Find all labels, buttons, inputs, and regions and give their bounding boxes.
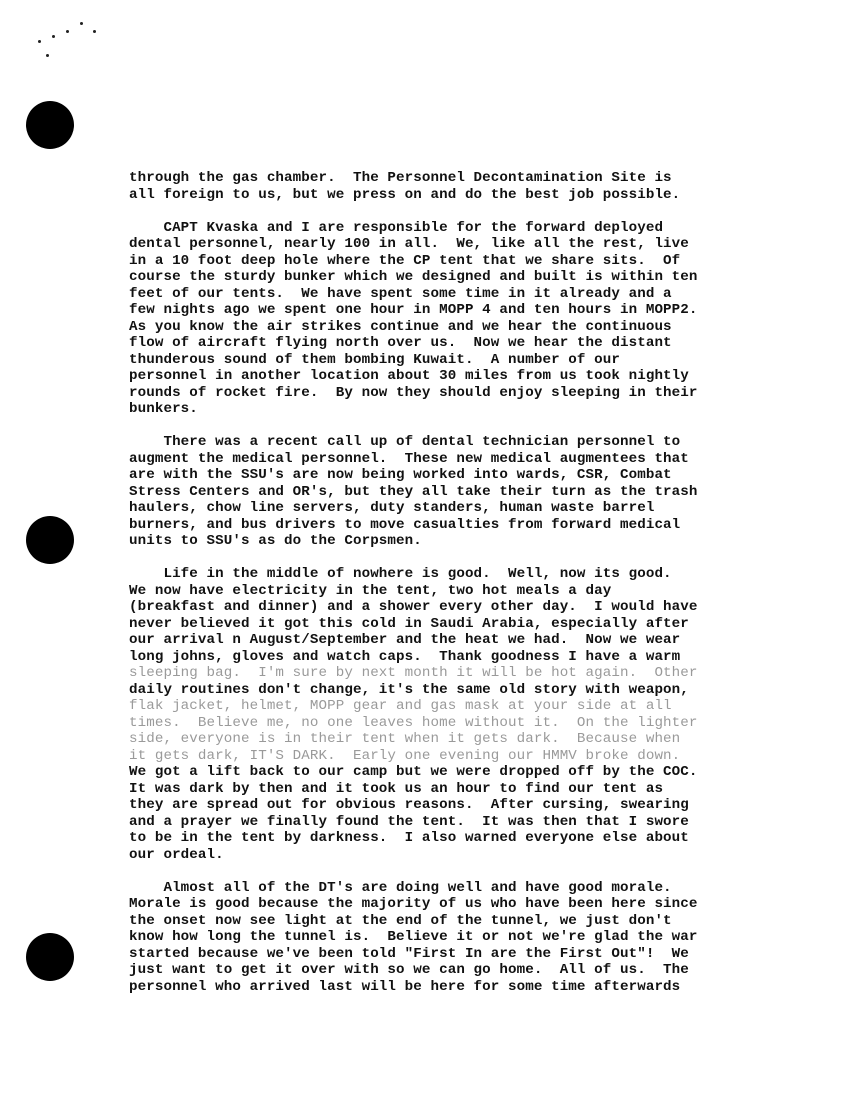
text-line: daily routines don't change, it's the same old story with weapon, bbox=[129, 681, 689, 698]
text-line: Stress Centers and OR's, but they all take their turn as the trash bbox=[129, 483, 698, 500]
text-line: personnel in another location about 30 miles from us took nightly bbox=[129, 368, 689, 384]
text-line: to be in the tent by darkness. I also warned everyone else about bbox=[129, 830, 689, 846]
text-line: and a prayer we finally found the tent. It was then that I swore bbox=[129, 813, 689, 830]
paragraph-1 bbox=[129, 170, 809, 203]
text-line: thunderous sound of them bombing Kuwait. A number of our bbox=[129, 351, 620, 368]
text-line: know how long the tunnel is. Believe it or not we're glad the war bbox=[129, 929, 698, 945]
text-line: our ordeal. bbox=[129, 846, 224, 863]
text-line: We got a lift back to our camp but we were dropped off by the COC. bbox=[129, 764, 698, 780]
binder-hole-top bbox=[26, 101, 74, 149]
scan-speck bbox=[52, 35, 55, 38]
faded-text-line: side, everyone is in their tent when it gets dark. Because when bbox=[129, 731, 681, 747]
binder-hole-middle bbox=[26, 516, 74, 564]
text-line: Life in the middle of nowhere is good. Well, now its good. bbox=[129, 566, 672, 582]
text-line: personnel who arrived last will be here for some time afterwards bbox=[129, 978, 681, 995]
scan-speck bbox=[93, 30, 96, 33]
text-line: started because we've been told "First In are the First Out"! We bbox=[129, 945, 689, 962]
text-line: (breakfast and dinner) and a shower every other day. I would have bbox=[129, 599, 698, 615]
text-line: rounds of rocket fire. By now they should enjoy sleeping in their bbox=[129, 384, 698, 401]
text-line: dental personnel, nearly 100 in all. We, like all the rest, live bbox=[129, 236, 689, 252]
text-line: long johns, gloves and watch caps. Thank goodness I have a warm bbox=[129, 648, 681, 665]
text-line: feet of our tents. We have spent some time in it already and a bbox=[129, 285, 672, 302]
text-line: they are spread out for obvious reasons. After cursing, swearing bbox=[129, 797, 689, 813]
text-line: through the gas chamber. The Personnel Decontamination Site is bbox=[129, 170, 672, 186]
text-line: As you know the air strikes continue and we hear the continuous bbox=[129, 318, 672, 335]
text-line: are with the SSU's are now being worked into wards, CSR, Combat bbox=[129, 467, 672, 483]
scan-speck bbox=[46, 54, 49, 57]
paragraph-3 bbox=[129, 434, 809, 550]
text-line: There was a recent call up of dental technician personnel to bbox=[129, 434, 681, 450]
paragraph-4 bbox=[129, 566, 809, 863]
text-line: flow of aircraft flying north over us. Now we hear the distant bbox=[129, 335, 672, 351]
faded-text-line: flak jacket, helmet, MOPP gear and gas mask at your side at all bbox=[129, 698, 672, 714]
scan-speck bbox=[38, 40, 41, 43]
text-line: Morale is good because the majority of us who have been here since bbox=[129, 896, 698, 912]
text-line: bunkers. bbox=[129, 401, 198, 417]
paragraph-2 bbox=[129, 220, 809, 418]
text-line: our arrival n August/September and the heat we had. Now we wear bbox=[129, 632, 681, 648]
scan-speck bbox=[80, 22, 83, 25]
text-line: never believed it got this cold in Saudi Arabia, especially after bbox=[129, 615, 689, 632]
text-line: It was dark by then and it took us an hour to find our tent as bbox=[129, 780, 664, 797]
scan-speck bbox=[66, 30, 69, 33]
text-line: all foreign to us, but we press on and do the best job possible. bbox=[129, 186, 681, 203]
text-line: CAPT Kvaska and I are responsible for the forward deployed bbox=[129, 219, 664, 236]
text-line: haulers, chow line servers, duty standers, human waste barrel bbox=[129, 500, 655, 516]
text-line: We now have electricity in the tent, two hot meals a day bbox=[129, 582, 612, 599]
paragraph-5 bbox=[129, 880, 809, 996]
text-line: course the sturdy bunker which we designed and built is within ten bbox=[129, 269, 698, 285]
text-line: units to SSU's as do the Corpsmen. bbox=[129, 533, 422, 549]
text-line: in a 10 foot deep hole where the CP tent that we share sits. Of bbox=[129, 252, 681, 269]
text-line: the onset now see light at the end of the tunnel, we just don't bbox=[129, 912, 672, 929]
binder-hole-bottom bbox=[26, 933, 74, 981]
text-line: just want to get it over with so we can go home. All of us. The bbox=[129, 962, 689, 978]
faded-text-line: it gets dark, IT'S DARK. Early one evening our HMMV broke down. bbox=[129, 747, 681, 764]
text-line: Almost all of the DT's are doing well and have good morale. bbox=[129, 879, 672, 896]
text-line: few nights ago we spent one hour in MOPP 4 and ten hours in MOPP2. bbox=[129, 302, 698, 318]
letter-body bbox=[129, 170, 809, 1012]
text-line: burners, and bus drivers to move casualties from forward medical bbox=[129, 516, 681, 533]
faded-text-line: sleeping bag. I'm sure by next month it will be hot again. Other bbox=[129, 665, 698, 681]
text-line: augment the medical personnel. These new medical augmentees that bbox=[129, 450, 689, 467]
faded-text-line: times. Believe me, no one leaves home without it. On the lighter bbox=[129, 714, 698, 731]
